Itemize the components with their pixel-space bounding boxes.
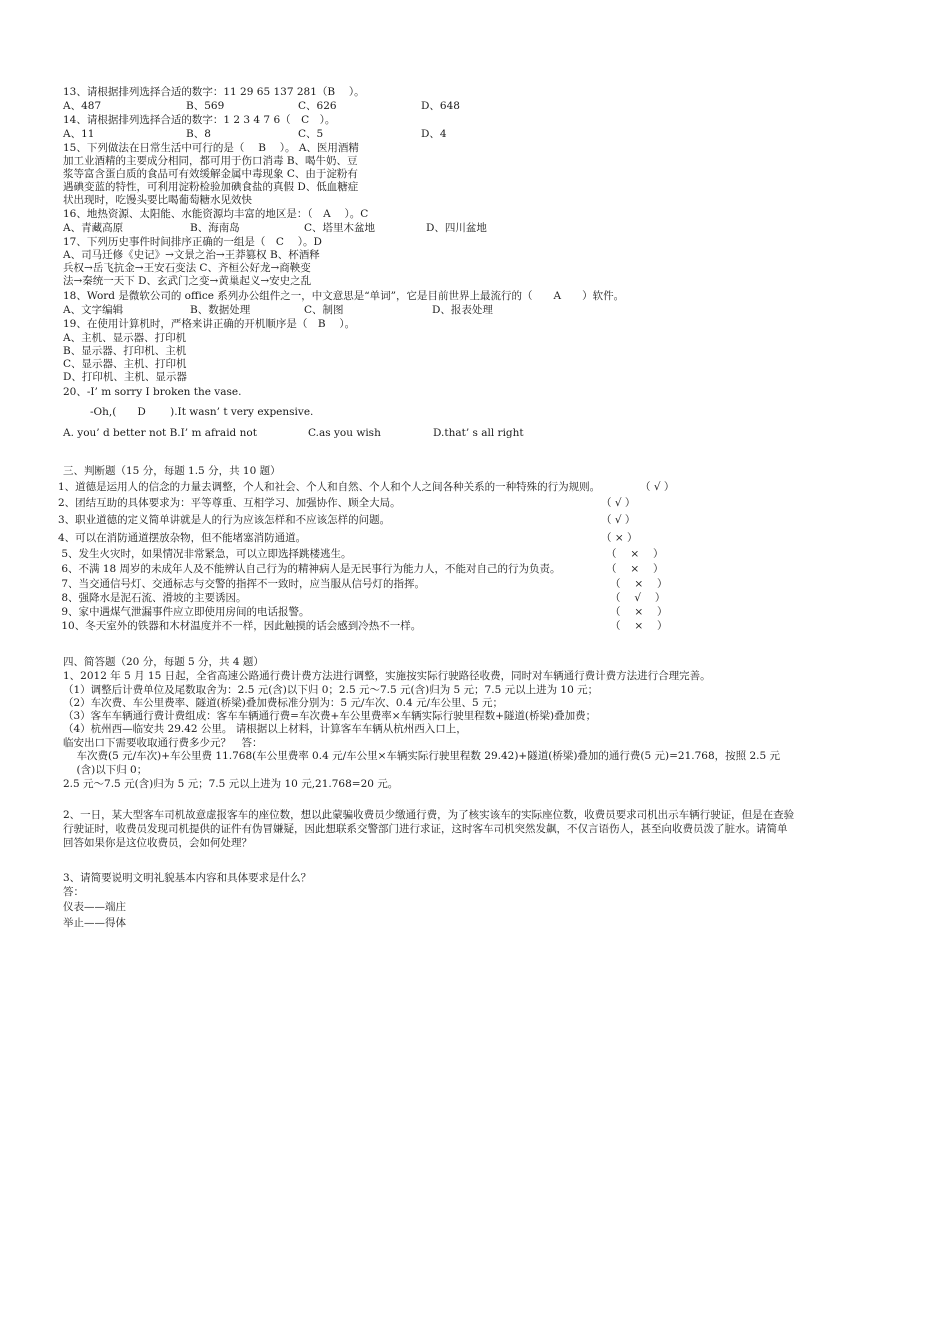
- judgement-item-text: 8、强降水是泥石流、滑坡的主要诱因。: [58, 592, 247, 604]
- judgement-item-text: 2、团结互助的具体要求为：平等尊重、互相学习、加强协作、顾全大局。: [58, 497, 401, 509]
- judgement-item-text: 1、道德是运用人的信念的力量去调整，个人和社会、个人和自然、个人和个人之间各种关系的一种特殊的行为规则。: [58, 481, 601, 493]
- judgement-item-text: 10、冬天室外的铁器和木材温度并不一样，因此触摸的话会感到冷热不一样。: [58, 620, 422, 632]
- judgement-item-mark: （ × ）: [601, 532, 638, 544]
- question-15-line: 15、下列做法在日常生活中可行的是（ B ）。 A、医用酒精: [63, 142, 359, 154]
- judgement-item-text: 6、不满 18 周岁的未成年人及不能辨认自己行为的精神病人是无民事行为能力人，不能对自己的行为负责。: [58, 563, 561, 575]
- short-q2-line: 2、一日，某大型客车司机故意虚报客车的座位数，想以此蒙骗收费员少缴通行费，为了核实该车的实际座位数，收费员要求司机出示车辆行驶证，但是在查验: [63, 809, 795, 821]
- judgement-item-mark: （ × ）: [606, 563, 664, 575]
- question-20-option-ab: A. you’ d better not B.I’ m afraid not: [63, 427, 257, 439]
- short-q1-line: 1、2012 年 5 月 15 日起，全省高速公路通行费计费方法进行调整，实施按实际行驶路径收费，同时对车辆通行费计费方法进行合理完善。: [63, 670, 711, 682]
- judgement-item-mark: （ √ ）: [610, 592, 666, 604]
- question-20-option-c: C.as you wish: [308, 427, 381, 439]
- question-18-option-b: B、数据处理: [190, 304, 251, 316]
- question-17-line: 17、下列历史事件时间排序正确的一组是（ C ）。D: [63, 236, 322, 248]
- judgement-item-text: 9、家中遇煤气泄漏事件应立即使用房间的电话报警。: [58, 606, 310, 618]
- question-18-option-d: D、报表处理: [432, 304, 493, 316]
- judgement-item-text: 4、可以在消防通道摆放杂物，但不能堵塞消防通道。: [58, 532, 307, 544]
- short-q1-line: （4）杭州西—临安共 29.42 公里。 请根据以上材料，计算客车车辆从杭州西入口上，: [63, 723, 467, 735]
- question-15-line: 加工业酒精的主要成分相同，都可用于伤口消毒 B、喝牛奶、豆: [63, 155, 358, 167]
- judgement-item-mark: （ × ）: [606, 548, 664, 560]
- question-14-option-a: A、11: [63, 128, 95, 140]
- short-q1-line: （3）客车车辆通行费计费组成：客车车辆通行费=车次费+车公里费率×车辆实际行驶里程数+隧道(桥梁)叠加费；: [63, 710, 597, 722]
- question-16-option-c: C、塔里木盆地: [304, 222, 376, 234]
- judgement-item-mark: （ √ ）: [601, 514, 636, 526]
- short-q1-answer: 车次费(5 元/车次)+车公里费 11.768(车公里费率 0.4 元/车公里×车辆实际行驶里程数 29.42)+隧道(桥梁)叠加的通行费(5 元)=21.768，按照 2.5 元: [66, 750, 781, 762]
- question-19-option: D、打印机、主机、显示器: [63, 371, 187, 383]
- section-title-short-answer: 四、简答题（20 分，每题 5 分，共 4 题）: [63, 656, 264, 668]
- short-q3-answer-label: 答：: [63, 886, 84, 898]
- judgement-item-text: 3、职业道德的定义简单讲就是人的行为应该怎样和不应该怎样的问题。: [58, 514, 391, 526]
- judgement-item-mark: （ √ ）: [601, 497, 636, 509]
- section-title-judgement: 三、判断题（15 分，每题 1.5 分，共 10 题）: [63, 465, 281, 477]
- judgement-item-mark: （ × ）: [610, 620, 668, 632]
- question-16-option-d: D、四川盆地: [426, 222, 487, 234]
- question-13-option-c: C、626: [298, 100, 337, 112]
- question-14-option-d: D、4: [421, 128, 447, 140]
- short-q3-answer: 仪表——端庄: [63, 901, 126, 913]
- question-17-line: 法→秦统一天下 D、玄武门之变→黄巢起义→安史之乱: [63, 275, 312, 287]
- question-18-stem: 18、Word 是微软公司的 office 系列办公组件之一，中文意思是“单词”，它是目前世界上最流行的（ A ）软件。: [63, 290, 625, 302]
- question-19-option: C、显示器、主机、打印机: [63, 358, 187, 370]
- short-q2-line: 行驶证时，收费员发现司机提供的证件有伪冒嫌疑，因此想联系交警部门进行求证，这时客车司机突然发飙，不仅言语伤人，甚至向收费员泼了脏水。请简单: [63, 823, 788, 835]
- short-q1-answer: 2.5 元～7.5 元(含)归为 5 元；7.5 元以上进为 10 元,21.768=20 元。: [63, 778, 399, 790]
- question-13-option-a: A、487: [63, 100, 102, 112]
- question-15-line: 浆等富含蛋白质的食品可有效缓解金属中毒现象 C、由于淀粉有: [63, 168, 358, 180]
- question-18-option-a: A、文字编辑: [63, 304, 124, 316]
- short-q2-line: 回答如果你是这位收费员，会如何处理？: [63, 837, 252, 849]
- question-20-stem: 20、-I’ m sorry I broken the vase.: [63, 386, 242, 398]
- question-16-stem: 16、地热资源、太阳能、水能资源均丰富的地区是：（ A ）。C: [63, 208, 369, 220]
- question-14-option-c: C、5: [298, 128, 324, 140]
- question-18-option-c: C、制图: [304, 304, 344, 316]
- question-17-line: 兵权→岳飞抗金→王安石变法 C、齐桓公好龙→商鞅变: [63, 262, 311, 274]
- question-20-reply: -Oh,( D ).It wasn’ t very expensive.: [90, 406, 314, 418]
- question-19-option: A、主机、显示器、打印机: [63, 332, 187, 344]
- judgement-item-mark: （ × ）: [610, 606, 668, 618]
- question-15-line: 状出现时，吃馒头要比喝葡萄糖水见效快: [63, 194, 252, 206]
- question-20-option-d: D.that’ s all right: [433, 427, 524, 439]
- short-q3-answer: 举止——得体: [63, 917, 126, 929]
- short-q3-stem: 3、请简要说明文明礼貌基本内容和具体要求是什么？: [63, 872, 312, 884]
- short-q1-line: 临安出口下需要收取通行费多少元？ 答：: [63, 737, 263, 749]
- judgement-item-mark: （ √ ）: [640, 481, 675, 493]
- question-17-line: A、司马迁修《史记》→文景之治→王莽篡权 B、杯酒释: [63, 249, 320, 261]
- question-16-option-a: A、青藏高原: [63, 222, 124, 234]
- question-13-option-b: B、569: [186, 100, 225, 112]
- question-14-option-b: B、8: [186, 128, 211, 140]
- short-q1-line: （2）车次费、车公里费率、隧道(桥梁)叠加费标准分别为：5 元/车次、0.4 元/车公里、5 元；: [63, 697, 504, 709]
- question-15-line: 遇碘变蓝的特性，可利用淀粉检验加碘食盐的真假 D、低血糖症: [63, 181, 359, 193]
- short-q1-answer: (含)以下归 0；: [66, 764, 148, 776]
- question-14-stem: 14、请根据排列选择合适的数字：1 2 3 4 7 6（ C ）。: [63, 114, 336, 126]
- question-19-stem: 19、在使用计算机时，严格来讲正确的开机顺序是（ B ）。: [63, 318, 356, 330]
- question-13-option-d: D、648: [421, 100, 460, 112]
- question-13-stem: 13、请根据排列选择合适的数字：11 29 65 137 281（B ）。: [63, 86, 365, 98]
- question-19-option: B、显示器、打印机、主机: [63, 345, 187, 357]
- question-16-option-b: B、海南岛: [190, 222, 240, 234]
- judgement-item-mark: （ × ）: [610, 578, 668, 590]
- judgement-item-text: 7、当交通信号灯、交通标志与交警的指挥不一致时，应当服从信号灯的指挥。: [58, 578, 426, 590]
- short-q1-line: （1）调整后计费单位及尾数取舍为：2.5 元(含)以下归 0；2.5 元～7.5 元(含)归为 5 元；7.5 元以上进为 10 元；: [63, 684, 599, 696]
- judgement-item-text: 5、发生火灾时，如果情况非常紧急，可以立即选择跳楼逃生。: [58, 548, 352, 560]
